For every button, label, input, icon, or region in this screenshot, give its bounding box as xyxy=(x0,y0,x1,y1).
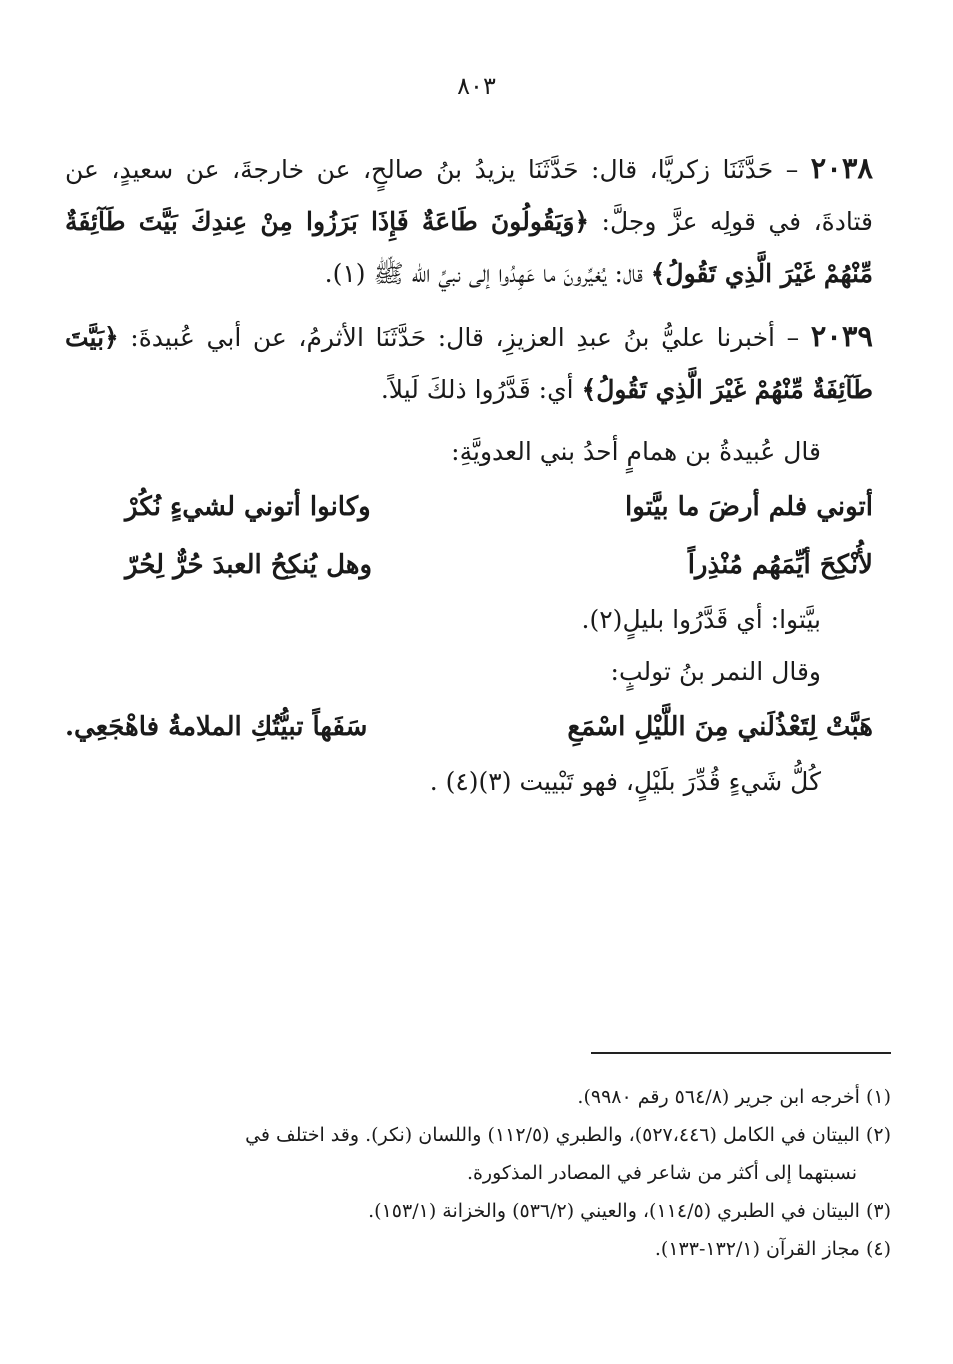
entry-dash: – xyxy=(773,155,811,184)
quran-quote: ﴿بَيَّتَ طَآئِفَةٌ مِّنْهُمْ غَيْرَ الَّذِي تَقُولُ﴾ xyxy=(65,323,873,404)
page-number: ٨٠٣ xyxy=(457,72,496,100)
verse-explanation: كُلُّ شَيءٍ قُدِّرَ بلَيْلٍ، فهو تَبْييت (٣)(٤) . xyxy=(429,767,821,796)
entry-text: أخبرنا عليُّ بنُ عبدِ العزيزِ، قال: حَدَّثَنَا الأثرمُ، عن أبي عُبيدةَ: xyxy=(118,323,775,352)
entry-number: ٢٠٣٨ xyxy=(810,151,873,185)
verse-line xyxy=(65,698,873,756)
footnote-ref: (٢). xyxy=(581,605,623,634)
footnote-ref: (١). xyxy=(324,259,374,288)
footnotes xyxy=(65,1078,891,1268)
footnote-continuation: نسبتهما إلى أكثر من شاعر في المصادر المذكورة. xyxy=(466,1162,857,1184)
footnote: (٤) مجاز القرآن (١٣٢/١-١٣٣). xyxy=(654,1238,891,1260)
entry-text-continued: أي: قَدَّرُوا ذلكَ لَيلاً. xyxy=(380,375,582,404)
entry-2038 xyxy=(65,142,873,300)
verse-first-hemistich: لأُنْكِحَ أيِّمَهُم مُنْذِراً xyxy=(687,550,873,580)
verse-line xyxy=(65,478,873,536)
footnote-separator xyxy=(591,1052,891,1054)
poem-intro: قال عُبيدةُ بن همامٍ أحدُ بني العدويَّةِ: xyxy=(451,437,821,466)
verse-second-hemistich: وهل يُنكِحُ العبدَ حُرٌّ لِحُرّ xyxy=(125,550,373,580)
verse-first-hemistich: أتوني فلم أرضَ ما بيَّتوا xyxy=(625,492,873,522)
verse-first-hemistich: هَبَّتْ لِتَعْذُلَني مِنَ اللَّيْلِ اسْمَعِ xyxy=(567,712,873,742)
footnote: (٢) البيتان في الكامل (٥٢٧،٤٤٦)، والطبري (١١٢/٥) واللسان (نكر). وقد اختلف في xyxy=(245,1124,891,1146)
footnote: (٣) البيتان في الطبري (١١٤/٥)، والعيني (٥٣٦/٢) والخزانة (١٥٣/١). xyxy=(368,1200,891,1222)
entry-text-continued: قال: يُغيِّرونَ ما عَهِدُوا إلى نبيِّ الله ﷺ xyxy=(373,259,651,288)
verse-explanation: بيَّتوا: أي قَدَّرُوا بليلٍ(٢). xyxy=(581,605,821,634)
quran-quote: ﴿وَيَقُولُونَ طَاعَةٌ فَإِذَا بَرَزُوا مِنْ عِندِكَ بَيَّتَ طَآئِفَةٌ مِّنْهُمْ غَيْرَ الَّذِي تَقُولُ﴾ xyxy=(65,207,873,288)
main-text xyxy=(65,142,873,808)
verse-line xyxy=(65,536,873,594)
entry-2039 xyxy=(65,310,873,416)
entry-number: ٢٠٣٩ xyxy=(810,319,873,353)
entry-text: حَدَّثَنَا زكريَّا، قال: حَدَّثَنَا يزيدُ بنُ صالحٍ، عن خارجةَ، عن سعيدٍ، عن قتادةَ، في قولِه عزَّ وجلَّ: xyxy=(65,155,873,236)
verse-second-hemistich: سَفَهاً تبيُّتُكِ الملامةُ فاهْجَعِي. xyxy=(65,712,368,742)
poem-intro: وقال النمر بنُ تولبٍ: xyxy=(610,657,821,686)
entry-dash: – xyxy=(775,323,811,352)
footnote-ref: (٣)(٤) . xyxy=(429,767,520,796)
verse-second-hemistich: وكانوا أتوني لشيءٍ نُكُرْ xyxy=(125,492,371,522)
footnote: (١) أخرجه ابن جرير (٥٦٤/٨ رقم ٩٩٨٠). xyxy=(577,1086,891,1108)
